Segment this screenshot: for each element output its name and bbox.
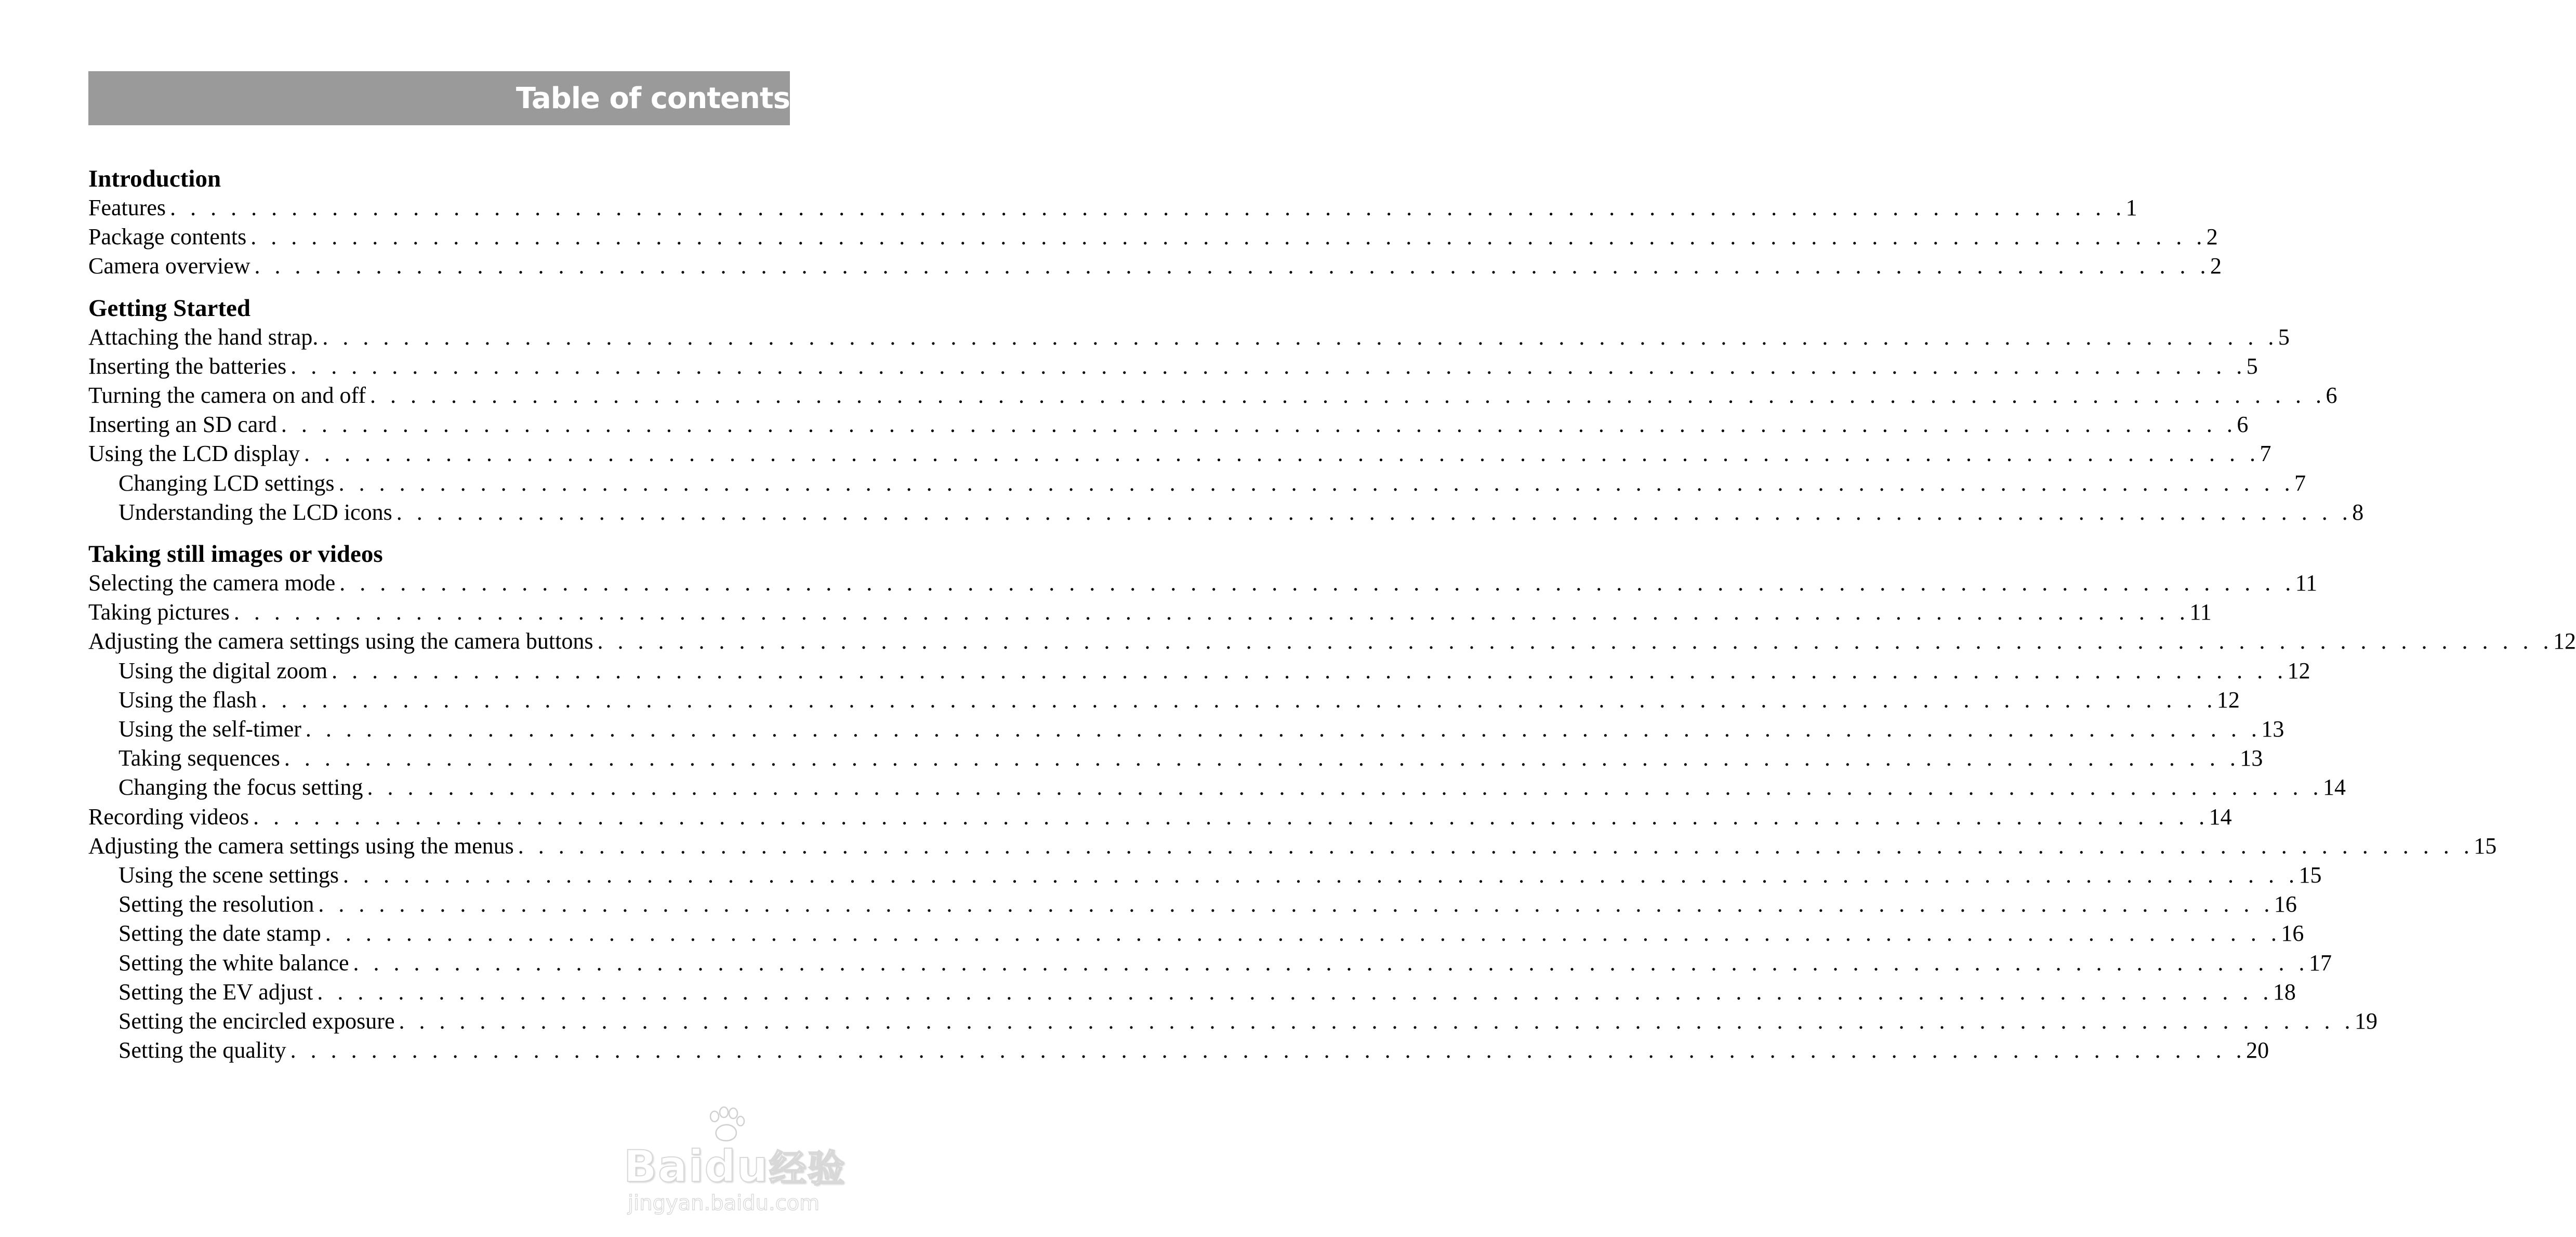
- toc-entry[interactable]: [88, 222, 2218, 252]
- dot-leader: . . . . . . . . . . . . . . . . . . . . . . . . . . . . . . . . . . . . . . . . . . . . . . . . . . . . . . . . . . . . . . . . . . . . . . . . . . . . . . . . . . . . . . . . . . . . . . . . .: [261, 687, 2217, 713]
- dot-leader: . . . . . . . . . . . . . . . . . . . . . . . . . . . . . . . . . . . . . . . . . . . . . . . . . . . . . . . . . . . . . . . . . . . . . . . . . . . . . . . . . . . . . . . . . . . . . . . . .: [318, 891, 2274, 917]
- header-bar: [88, 71, 790, 125]
- toc-page-number: 17: [2309, 950, 2332, 976]
- section-heading: Getting Started: [88, 294, 250, 322]
- toc-entry-title: Inserting the batteries: [88, 353, 287, 379]
- toc-page-number: 18: [2273, 979, 2296, 1005]
- dot-leader: . . . . . . . . . . . . . . . . . . . . . . . . . . . . . . . . . . . . . . . . . . . . . . . . . . . . . . . . . . . . . . . . . . . . . . . . . . . . . . . . . . . . . . . . . . . . . . . . .: [338, 470, 2295, 496]
- toc-page-number: 19: [2354, 1008, 2377, 1034]
- toc-page-number: 6: [2237, 412, 2249, 438]
- dot-leader: . . . . . . . . . . . . . . . . . . . . . . . . . . . . . . . . . . . . . . . . . . . . . . . . . . . . . . . . . . . . . . . . . . . . . . . . . . . . . . . . . . . . . . . . . . . . . . . . .: [290, 1037, 2247, 1063]
- dot-leader: . . . . . . . . . . . . . . . . . . . . . . . . . . . . . . . . . . . . . . . . . . . . . . . . . . . . . . . . . . . . . . . . . . . . . . . . . . . . . . . . . . . . . . . . . . . . . . . . .: [399, 1008, 2355, 1034]
- toc-entry-title: Package contents: [88, 224, 247, 250]
- toc-page-number: 13: [2261, 716, 2284, 742]
- toc-page-number: 1: [2125, 195, 2137, 220]
- toc-entry[interactable]: [88, 832, 2497, 861]
- toc-page-number: 12: [2553, 628, 2576, 654]
- toc-page-number: 14: [2209, 804, 2232, 830]
- toc-entry[interactable]: [88, 656, 2310, 686]
- baidu-jingyan-watermark: [618, 1107, 846, 1216]
- toc-page-number: 20: [2246, 1037, 2269, 1063]
- watermark-logo-bai: Bai: [624, 1141, 705, 1192]
- toc-entry-title: Setting the quality: [118, 1037, 286, 1063]
- dot-leader: . . . . . . . . . . . . . . . . . . . . . . . . . . . . . . . . . . . . . . . . . . . . . . . . . . . . . . . . . . . . . . . . . . . . . . . . . . . . . . . . . . . . . . . . . . . . . . . . .: [332, 657, 2288, 683]
- toc-page-number: 5: [2246, 353, 2258, 379]
- toc-page-number: 8: [2352, 499, 2364, 525]
- section-gap: [88, 281, 747, 294]
- watermark-url: jingyan.baidu.com: [628, 1191, 820, 1215]
- toc-entry-title: Setting the resolution: [118, 891, 314, 917]
- toc-page-number: 15: [2474, 833, 2497, 859]
- watermark-logo-du: du: [704, 1141, 769, 1192]
- toc-entry[interactable]: [88, 598, 2212, 627]
- toc-entry[interactable]: [88, 744, 2263, 773]
- dot-leader: . . . . . . . . . . . . . . . . . . . . . . . . . . . . . . . . . . . . . . . . . . . . . . . . . . . . . . . . . . . . . . . . . . . . . . . . . . . . . . . . . . . . . . . . . . . . . . . . .: [370, 383, 2326, 409]
- dot-leader: . . . . . . . . . . . . . . . . . . . . . . . . . . . . . . . . . . . . . . . . . . . . . . . . . . . . . . . . . . . . . . . . . . . . . . . . . . . . . . . . . . . . . . . . . . . . . . . . .: [396, 499, 2353, 525]
- toc-entry[interactable]: [88, 1036, 2269, 1065]
- watermark-logo: [624, 1138, 846, 1192]
- dot-leader: . . . . . . . . . . . . . . . . . . . . . . . . . . . . . . . . . . . . . . . . . . . . . . . . . . . . . . . . . . . . . . . . . . . . . . . . . . . . . . . . . . . . . . . . . . . . . . . . .: [170, 195, 2126, 220]
- dot-leader: . . . . . . . . . . . . . . . . . . . . . . . . . . . . . . . . . . . . . . . . . . . . . . . . . . . . . . . . . . . . . . . . . . . . . . . . . . . . . . . . . . . . . . . . . . . . . . . . .: [254, 253, 2211, 279]
- toc-entry-title: Inserting an SD card: [88, 412, 277, 438]
- toc-entry-title: Setting the EV adjust: [118, 979, 313, 1005]
- toc-entry-title: Setting the white balance: [118, 950, 349, 976]
- toc-entry-title: Understanding the LCD icons: [118, 499, 392, 525]
- toc-entry[interactable]: [88, 439, 2271, 468]
- toc-entry[interactable]: [88, 498, 2364, 527]
- toc-page-number: 16: [2281, 920, 2304, 946]
- toc-entry[interactable]: [88, 773, 2346, 802]
- dot-leader: . . . . . . . . . . . . . . . . . . . . . . . . . . . . . . . . . . . . . . . . . . . . . . . . . . . . . . . . . . . . . . . . . . . . . . . . . . . . . . . . . . . . . . . . . . . . . . . . .: [339, 570, 2295, 596]
- toc-entry[interactable]: [88, 352, 2258, 381]
- watermark-logo-cn: 经验: [769, 1147, 846, 1190]
- toc-entry-title: Using the scene settings: [118, 862, 339, 888]
- toc-entry-title: Using the self-timer: [118, 716, 301, 742]
- toc-page-number: 7: [2294, 470, 2306, 496]
- dot-leader: . . . . . . . . . . . . . . . . . . . . . . . . . . . . . . . . . . . . . . . . . . . . . . . . . . . . . . . . . . . . . . . . . . . . . . . . . . . . . . . . . . . . . . . . . . . . . . . . .: [343, 862, 2299, 888]
- toc-entry[interactable]: [88, 686, 2240, 715]
- dot-leader: . . . . . . . . . . . . . . . . . . . . . . . . . . . . . . . . . . . . . . . . . . . . . . . . . . . . . . . . . . . . . . . . . . . . . . . . . . . . . . . . . . . . . . . . . . . . . . . . .: [233, 599, 2190, 625]
- toc-entry[interactable]: [88, 919, 2304, 948]
- toc-entry-title: Using the flash: [118, 687, 257, 713]
- toc-entry-title: Selecting the camera mode: [88, 570, 336, 596]
- dot-leader: . . . . . . . . . . . . . . . . . . . . . . . . . . . . . . . . . . . . . . . . . . . . . . . . . . . . . . . . . . . . . . . . . . . . . . . . . . . . . . . . . . . . . . . . . . . . . . . . .: [253, 804, 2209, 830]
- toc-entry-title: Setting the encircled exposure: [118, 1008, 395, 1034]
- table-of-contents: [88, 164, 2576, 1065]
- dot-leader: . . . . . . . . . . . . . . . . . . . . . . . . . . . . . . . . . . . . . . . . . . . . . . . . . . . . . . . . . . . . . . . . . . . . . . . . . . . . . . . . . . . . . . . . . . . . . . . . .: [353, 950, 2309, 976]
- toc-entry[interactable]: [88, 193, 2137, 222]
- dot-leader: . . . . . . . . . . . . . . . . . . . . . . . . . . . . . . . . . . . . . . . . . . . . . . . . . . . . . . . . . . . . . . . . . . . . . . . . . . . . . . . . . . . . . . . . . . . . . . . . .: [367, 774, 2323, 800]
- toc-page-number: 2: [2206, 224, 2218, 250]
- toc-entry[interactable]: [88, 861, 2322, 890]
- toc-entry[interactable]: [88, 381, 2337, 410]
- toc-entry[interactable]: [88, 323, 2290, 352]
- toc-page-number: 15: [2298, 862, 2322, 888]
- toc-page-number: 16: [2274, 891, 2297, 917]
- toc-page-number: 12: [2216, 687, 2240, 713]
- dot-leader: . . . . . . . . . . . . . . . . . . . . . . . . . . . . . . . . . . . . . . . . . . . . . . . . . . . . . . . . . . . . . . . . . . . . . . . . . . . . . . . . . . . . . . . . . . . . . . . . .: [284, 745, 2240, 771]
- dot-leader: . . . . . . . . . . . . . . . . . . . . . . . . . . . . . . . . . . . . . . . . . . . . . . . . . . . . . . . . . . . . . . . . . . . . . . . . . . . . . . . . . . . . . . . . . . . . . . . . .: [303, 441, 2260, 467]
- toc-entry[interactable]: [88, 569, 2318, 598]
- toc-page-number: 6: [2326, 383, 2337, 409]
- toc-entry[interactable]: [88, 469, 2306, 498]
- toc-entry-title: Taking sequences: [118, 745, 280, 771]
- toc-entry[interactable]: [88, 890, 2297, 919]
- toc-entry[interactable]: [88, 410, 2249, 439]
- toc-entry-title: Features: [88, 195, 166, 220]
- toc-page-number: 12: [2287, 657, 2310, 683]
- toc-entry-title: Using the LCD display: [88, 441, 300, 467]
- toc-page-number: 11: [2189, 599, 2212, 625]
- toc-entry-title: Adjusting the camera settings using the menus: [88, 833, 514, 859]
- toc-entry-title: Taking pictures: [88, 599, 230, 625]
- toc-entry[interactable]: [88, 949, 2332, 978]
- toc-entry[interactable]: [88, 978, 2296, 1007]
- toc-entry-title: Setting the date stamp: [118, 920, 321, 946]
- toc-entry-title: Using the digital zoom: [118, 657, 328, 683]
- dot-leader: . . . . . . . . . . . . . . . . . . . . . . . . . . . . . . . . . . . . . . . . . . . . . . . . . . . . . . . . . . . . . . . . . . . . . . . . . . . . . . . . . . . . . . . . . . . . . . . . .: [322, 324, 2278, 350]
- toc-entry[interactable]: [88, 627, 2576, 656]
- dot-leader: . . . . . . . . . . . . . . . . . . . . . . . . . . . . . . . . . . . . . . . . . . . . . . . . . . . . . . . . . . . . . . . . . . . . . . . . . . . . . . . . . . . . . . . . . . . . . . . . .: [597, 628, 2553, 654]
- section-heading: Introduction: [88, 165, 221, 192]
- toc-entry[interactable]: [88, 802, 2232, 832]
- toc-page-number: 13: [2240, 745, 2263, 771]
- dot-leader: . . . . . . . . . . . . . . . . . . . . . . . . . . . . . . . . . . . . . . . . . . . . . . . . . . . . . . . . . . . . . . . . . . . . . . . . . . . . . . . . . . . . . . . . . . . . . . . . .: [317, 979, 2273, 1005]
- toc-entry-title: Changing the focus setting: [118, 774, 363, 800]
- toc-entry-title: Recording videos: [88, 804, 249, 830]
- dot-leader: . . . . . . . . . . . . . . . . . . . . . . . . . . . . . . . . . . . . . . . . . . . . . . . . . . . . . . . . . . . . . . . . . . . . . . . . . . . . . . . . . . . . . . . . . . . . . . . . .: [281, 412, 2237, 438]
- toc-page-number: 2: [2210, 253, 2222, 279]
- toc-entry-title: Attaching the hand strap.: [88, 324, 319, 350]
- toc-entry[interactable]: [88, 715, 2284, 744]
- section-gap: [88, 527, 747, 539]
- dot-leader: . . . . . . . . . . . . . . . . . . . . . . . . . . . . . . . . . . . . . . . . . . . . . . . . . . . . . . . . . . . . . . . . . . . . . . . . . . . . . . . . . . . . . . . . . . . . . . . . .: [518, 833, 2474, 859]
- toc-entry-title: Adjusting the camera settings using the camera buttons: [88, 628, 593, 654]
- toc-page-number: 5: [2278, 324, 2290, 350]
- dot-leader: . . . . . . . . . . . . . . . . . . . . . . . . . . . . . . . . . . . . . . . . . . . . . . . . . . . . . . . . . . . . . . . . . . . . . . . . . . . . . . . . . . . . . . . . . . . . . . . . .: [325, 920, 2281, 946]
- toc-page-number: 14: [2323, 774, 2346, 800]
- toc-entry-title: Camera overview: [88, 253, 250, 279]
- dot-leader: . . . . . . . . . . . . . . . . . . . . . . . . . . . . . . . . . . . . . . . . . . . . . . . . . . . . . . . . . . . . . . . . . . . . . . . . . . . . . . . . . . . . . . . . . . . . . . . . .: [290, 353, 2247, 379]
- toc-entry[interactable]: [88, 252, 2222, 281]
- dot-leader: . . . . . . . . . . . . . . . . . . . . . . . . . . . . . . . . . . . . . . . . . . . . . . . . . . . . . . . . . . . . . . . . . . . . . . . . . . . . . . . . . . . . . . . . . . . . . . . . .: [250, 224, 2207, 250]
- toc-page-number: 7: [2260, 441, 2271, 467]
- toc-entry-title: Changing LCD settings: [118, 470, 335, 496]
- page-title: Table of contents: [516, 82, 790, 115]
- dot-leader: . . . . . . . . . . . . . . . . . . . . . . . . . . . . . . . . . . . . . . . . . . . . . . . . . . . . . . . . . . . . . . . . . . . . . . . . . . . . . . . . . . . . . . . . . . . . . . . . .: [305, 716, 2262, 742]
- toc-page-number: 11: [2295, 570, 2318, 596]
- section-heading: Taking still images or videos: [88, 541, 383, 568]
- toc-entry[interactable]: [88, 1007, 2377, 1036]
- toc-entry-title: Turning the camera on and off: [88, 383, 366, 409]
